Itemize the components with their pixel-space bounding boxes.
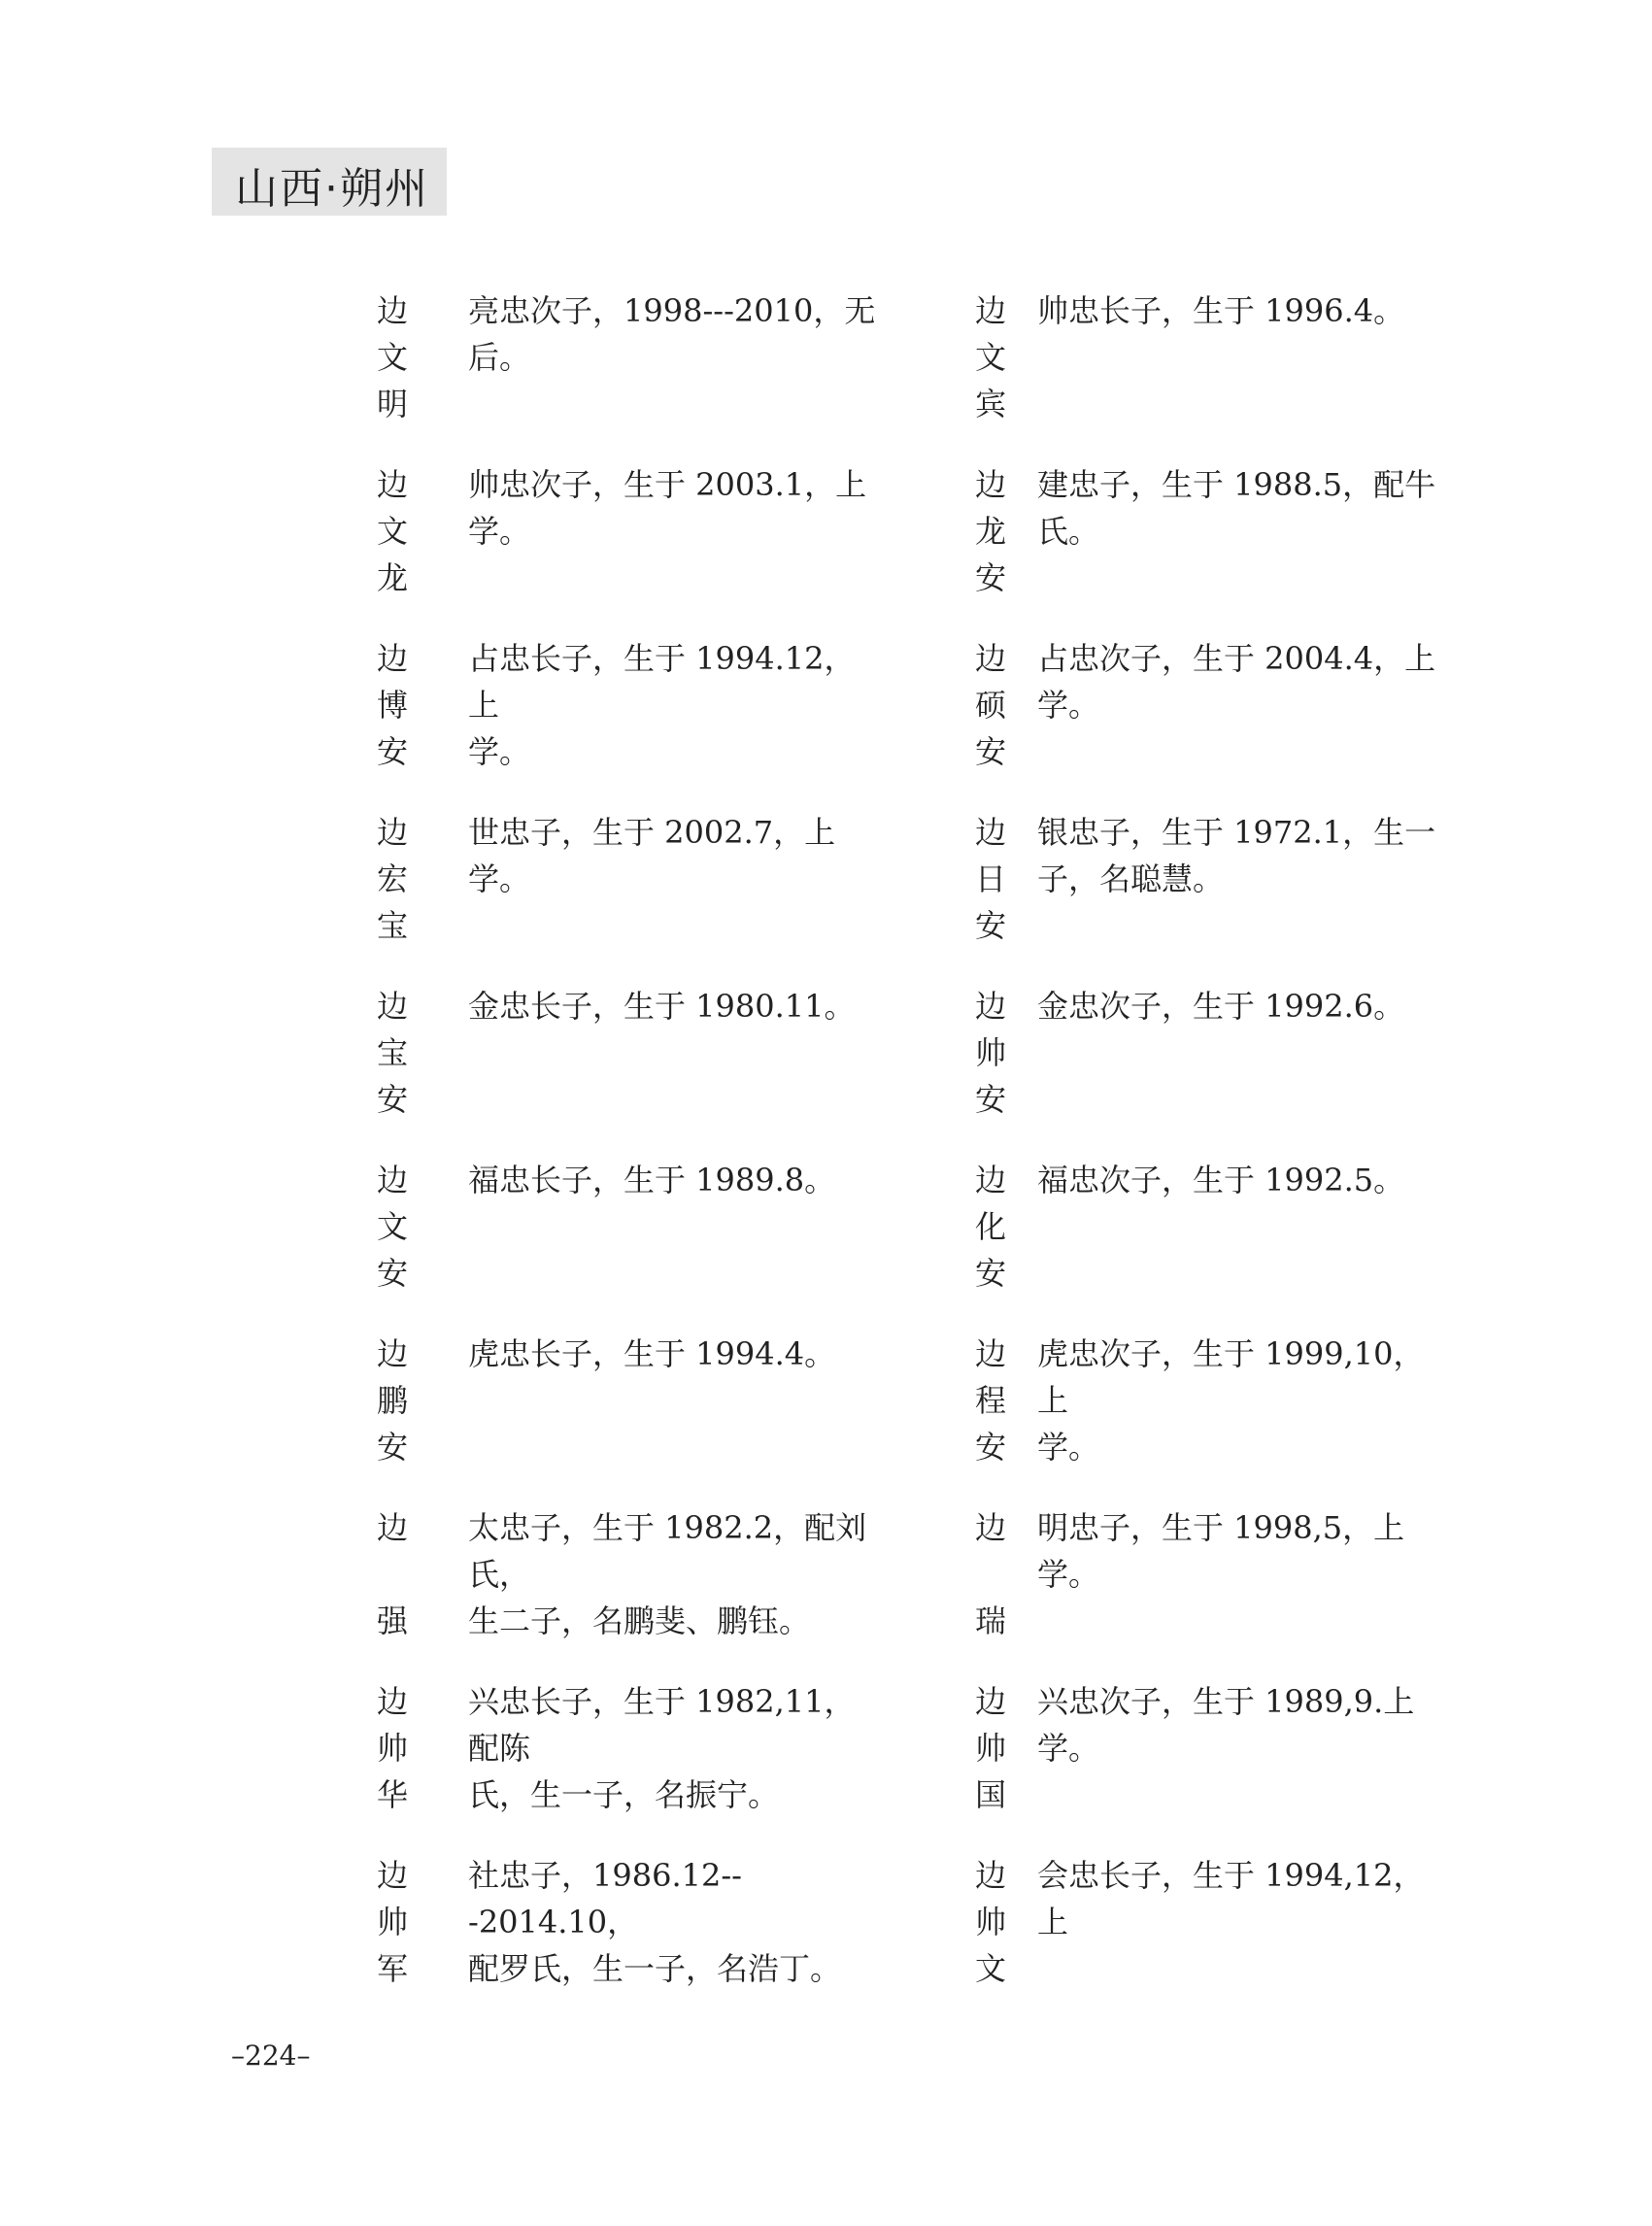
name-character: 宾 xyxy=(974,386,1006,422)
person-name xyxy=(373,983,412,1123)
name-character: 宝 xyxy=(376,907,408,944)
name-character: 边 xyxy=(974,814,1006,851)
name-character: 边 xyxy=(376,988,408,1025)
person-description: 亮忠次子，1998---2010，无 后。 xyxy=(468,292,876,376)
person-name xyxy=(373,461,412,601)
name-character: 边 xyxy=(376,814,408,851)
person-description: 虎忠次子，生于 1999,10，上 学。 xyxy=(1037,1335,1425,1466)
name-character: 文 xyxy=(974,339,1006,376)
person-name xyxy=(971,809,1010,949)
name-character: 帅 xyxy=(376,1730,408,1767)
name-character: 帅 xyxy=(974,1730,1006,1767)
name-character: 边 xyxy=(376,292,408,329)
name-character: 边 xyxy=(974,1683,1006,1720)
name-character: 鹏 xyxy=(376,1382,408,1419)
name-character: 边 xyxy=(974,1335,1006,1372)
name-character: 龙 xyxy=(974,513,1006,550)
name-character: 文 xyxy=(376,1208,408,1245)
name-character: 安 xyxy=(974,1429,1006,1466)
name-character: 华 xyxy=(376,1776,408,1813)
name-character: 帅 xyxy=(974,1904,1006,1940)
person-description: 福忠长子，生于 1989.8。 xyxy=(468,1162,836,1198)
person-description: 帅忠次子，生于 2003.1，上学。 xyxy=(468,466,867,550)
person-name xyxy=(971,1504,1010,1644)
name-character: 边 xyxy=(376,1162,408,1198)
name-character: 瑞 xyxy=(974,1602,1006,1639)
person-name xyxy=(373,809,412,949)
person-name xyxy=(373,1331,412,1470)
name-character: 边 xyxy=(974,1162,1006,1198)
name-character: 安 xyxy=(376,733,408,770)
person-description: 银忠子，生于 1972.1，生一 子，名聪慧。 xyxy=(1037,814,1436,897)
person-name xyxy=(971,461,1010,601)
name-character: 安 xyxy=(974,1255,1006,1292)
name-character: 安 xyxy=(974,907,1006,944)
person-description: 社忠子，1986.12---2014.10， 配罗氏，生一子，名浩丁。 xyxy=(468,1857,842,1987)
person-name xyxy=(971,635,1010,775)
person-description: 虎忠长子，生于 1994.4。 xyxy=(468,1335,836,1372)
person-name xyxy=(971,1852,1010,1992)
person-description: 占忠长子，生于 1994.12，上 学。 xyxy=(468,640,856,770)
name-character: 宝 xyxy=(376,1034,408,1071)
person-description: 金忠长子，生于 1980.11。 xyxy=(468,988,856,1025)
name-character: 帅 xyxy=(974,1034,1006,1071)
name-character: 国 xyxy=(974,1776,1006,1813)
person-description: 建忠子，生于 1988.5，配牛 氏。 xyxy=(1037,466,1436,550)
person-name xyxy=(373,1504,412,1644)
name-character: 安 xyxy=(376,1255,408,1292)
name-character: 边 xyxy=(376,466,408,503)
person-name xyxy=(373,1678,412,1818)
person-name xyxy=(373,635,412,775)
person-description: 世忠子，生于 2002.7，上学。 xyxy=(468,814,836,897)
person-name xyxy=(373,1852,412,1992)
name-character: 边 xyxy=(376,1683,408,1720)
name-character: 程 xyxy=(974,1382,1006,1419)
name-character: 边 xyxy=(974,1509,1006,1546)
person-description: 福忠次子，生于 1992.5。 xyxy=(1037,1162,1405,1198)
name-character: 边 xyxy=(376,1509,408,1546)
name-character: 明 xyxy=(376,386,408,422)
name-character: 安 xyxy=(974,559,1006,596)
name-character: 宏 xyxy=(376,860,408,897)
person-name xyxy=(971,1678,1010,1818)
person-description: 会忠长子，生于 1994,12，上 xyxy=(1037,1857,1425,1940)
person-name xyxy=(971,1331,1010,1470)
person-description: 兴忠长子，生于 1982,11，配陈 氏，生一子，名振宁。 xyxy=(468,1683,856,1813)
person-description: 占忠次子，生于 2004.4，上 学。 xyxy=(1037,640,1436,724)
name-character: 安 xyxy=(974,733,1006,770)
person-description: 金忠次子，生于 1992.6。 xyxy=(1037,988,1405,1025)
name-character: 帅 xyxy=(376,1904,408,1940)
name-character xyxy=(971,1551,1010,1598)
name-character: 安 xyxy=(376,1081,408,1118)
name-character: 边 xyxy=(974,292,1006,329)
name-character: 边 xyxy=(974,466,1006,503)
page-number: –224– xyxy=(231,2040,311,2072)
name-character: 边 xyxy=(376,1335,408,1372)
person-description: 明忠子，生于 1998,5，上学。 xyxy=(1037,1509,1405,1593)
name-character: 文 xyxy=(974,1950,1006,1987)
name-character: 军 xyxy=(376,1950,408,1987)
name-character: 边 xyxy=(376,640,408,677)
name-character: 龙 xyxy=(376,559,408,596)
person-name xyxy=(971,983,1010,1123)
name-character: 硕 xyxy=(974,687,1006,724)
name-character: 强 xyxy=(376,1602,408,1639)
person-description: 太忠子，生于 1982.2，配刘氏， 生二子，名鹏斐、鹏钰。 xyxy=(468,1509,867,1639)
name-character: 文 xyxy=(376,339,408,376)
name-character: 日 xyxy=(974,860,1006,897)
name-character: 博 xyxy=(376,687,408,724)
name-character: 安 xyxy=(376,1429,408,1466)
name-character: 边 xyxy=(974,640,1006,677)
name-character: 文 xyxy=(376,513,408,550)
person-description: 帅忠长子，生于 1996.4。 xyxy=(1037,292,1405,329)
name-character: 化 xyxy=(974,1208,1006,1245)
name-character xyxy=(373,1551,412,1598)
name-character: 边 xyxy=(974,1857,1006,1894)
person-description: 兴忠次子，生于 1989,9.上学。 xyxy=(1037,1683,1415,1767)
person-name xyxy=(971,287,1010,427)
person-name xyxy=(373,287,412,427)
person-name xyxy=(971,1157,1010,1297)
person-name xyxy=(373,1157,412,1297)
page-header-title: 山西·朔州 xyxy=(235,164,429,214)
name-character: 边 xyxy=(974,988,1006,1025)
name-character: 安 xyxy=(974,1081,1006,1118)
name-character: 边 xyxy=(376,1857,408,1894)
